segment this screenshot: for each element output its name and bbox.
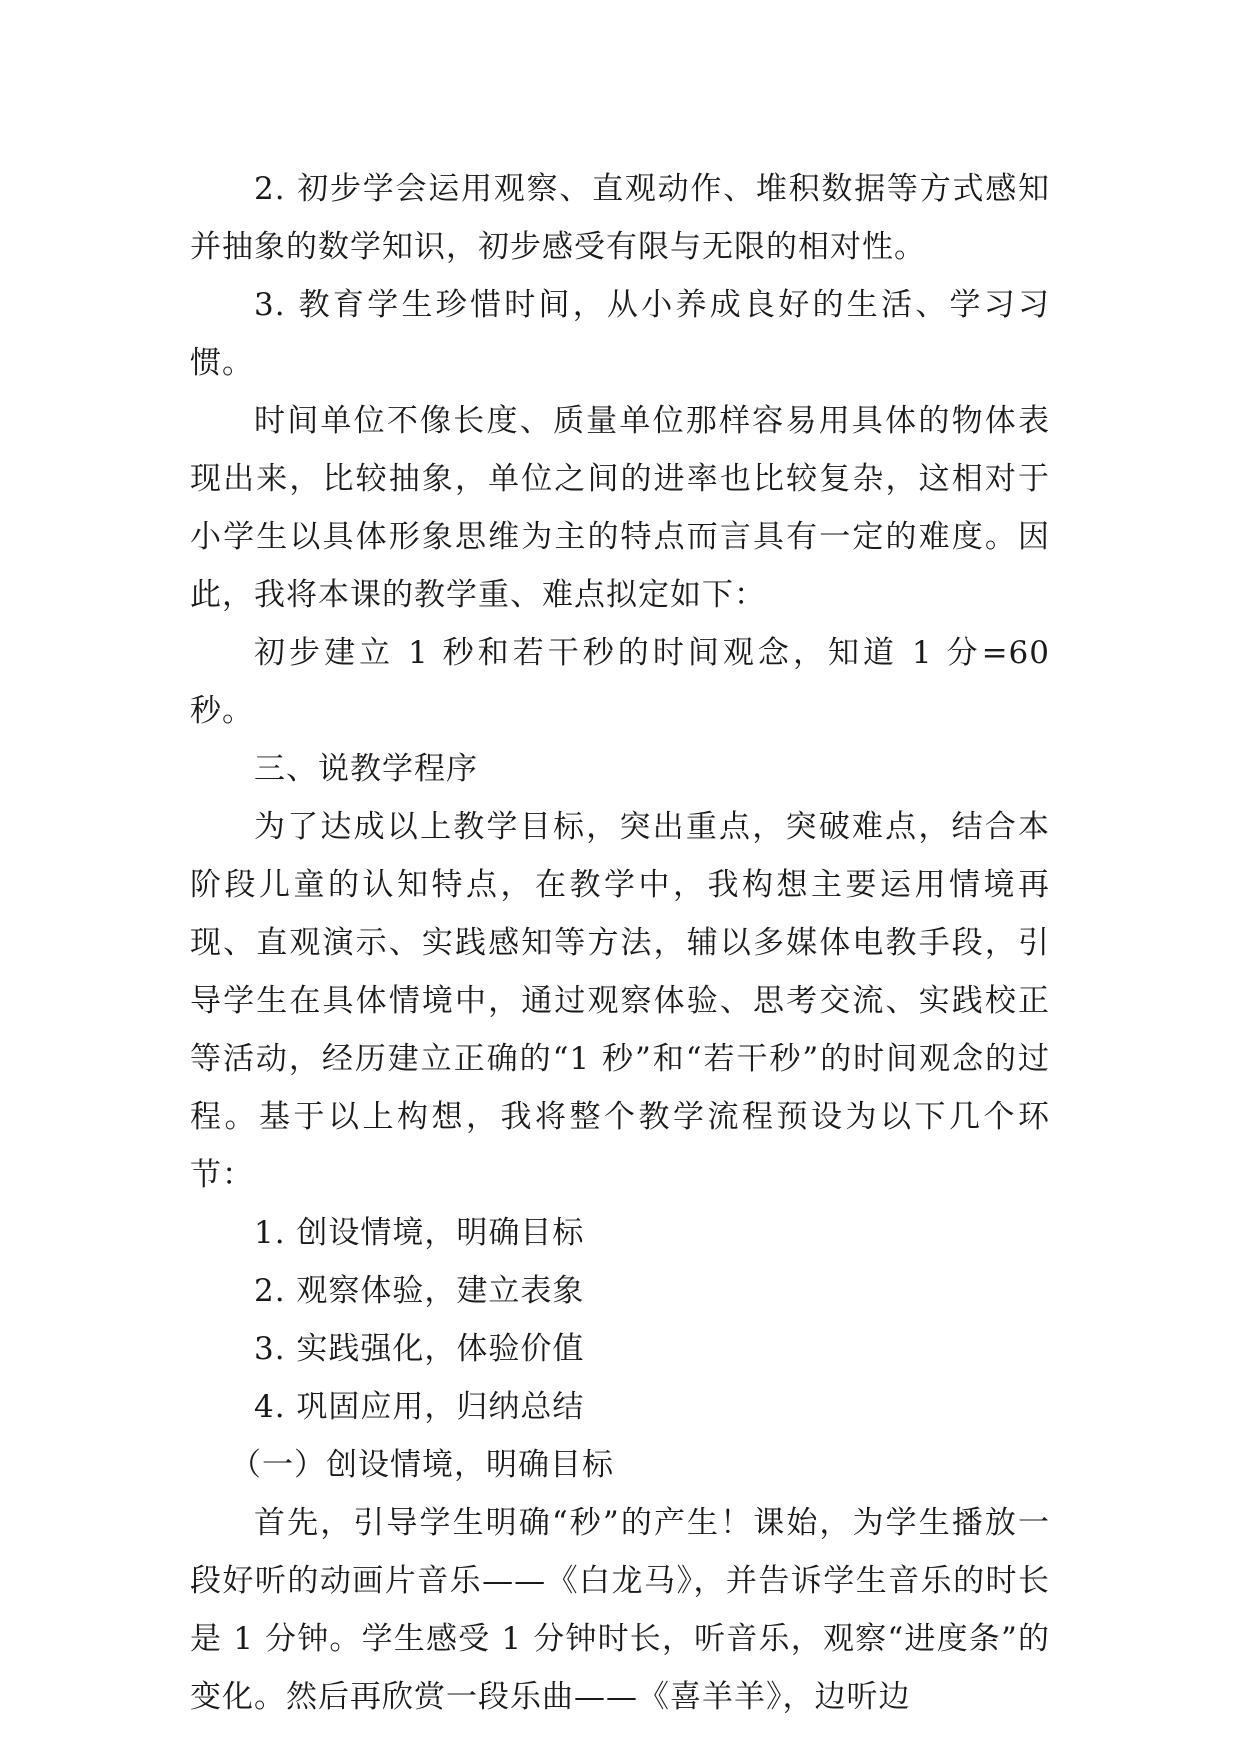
paragraph-teaching-approach: 为了达成以上教学目标，突出重点，突破难点，结合本阶段儿童的认知特点，在教学中，我构想主要运用情境再现、直观演示、实践感知等方法，辅以多媒体电教手段，引导学生在具体情境中，通过观察体验、思考交流、实践校正等活动，经历建立正确的“1 秒”和“若干秒”的时间观念的过程。基于以上构想，我将整个教学流程预设为以下几个环节： — [190, 809, 1050, 1193]
list-item-step-4: 4. 巩固应用，归纳总结 — [254, 1389, 585, 1425]
paragraph-objective-3: 3. 教育学生珍惜时间，从小养成良好的生活、学习习惯。 — [190, 287, 1050, 381]
list-item-step-1: 1. 创设情境，明确目标 — [254, 1215, 585, 1251]
paragraph-step-1-details: 首先，引导学生明确“秒”的产生！课始，为学生播放一段好听的动画片音乐——《白龙马》，并告诉学生音乐的时长是 1 分钟。学生感受 1 分钟时长，听音乐，观察“进度条”的变化。然后再欣赏一段乐曲——《喜羊羊》，边听边 — [190, 1505, 1050, 1715]
paragraph-difficulty-analysis: 时间单位不像长度、质量单位那样容易用具体的物体表现出来，比较抽象，单位之间的进率也比较复杂，这相对于小学生以具体形象思维为主的特点而言具有一定的难度。因此，我将本课的教学重、难点拟定如下： — [190, 403, 1050, 613]
section-heading-teaching-procedure: 三、说教学程序 — [254, 751, 478, 787]
list-item-step-3: 3. 实践强化，体验价值 — [254, 1331, 585, 1367]
list-item-step-2: 2. 观察体验，建立表象 — [254, 1273, 585, 1309]
subsection-heading-step-1: （一）创设情境，明确目标 — [230, 1447, 614, 1483]
document-page — [190, 160, 1050, 1726]
paragraph-objective-2: 2. 初步学会运用观察、直观动作、堆积数据等方式感知并抽象的数学知识，初步感受有限与无限的相对性。 — [190, 171, 1050, 265]
paragraph-key-points: 初步建立 1 秒和若干秒的时间观念，知道 1 分=60 秒。 — [190, 635, 1050, 729]
